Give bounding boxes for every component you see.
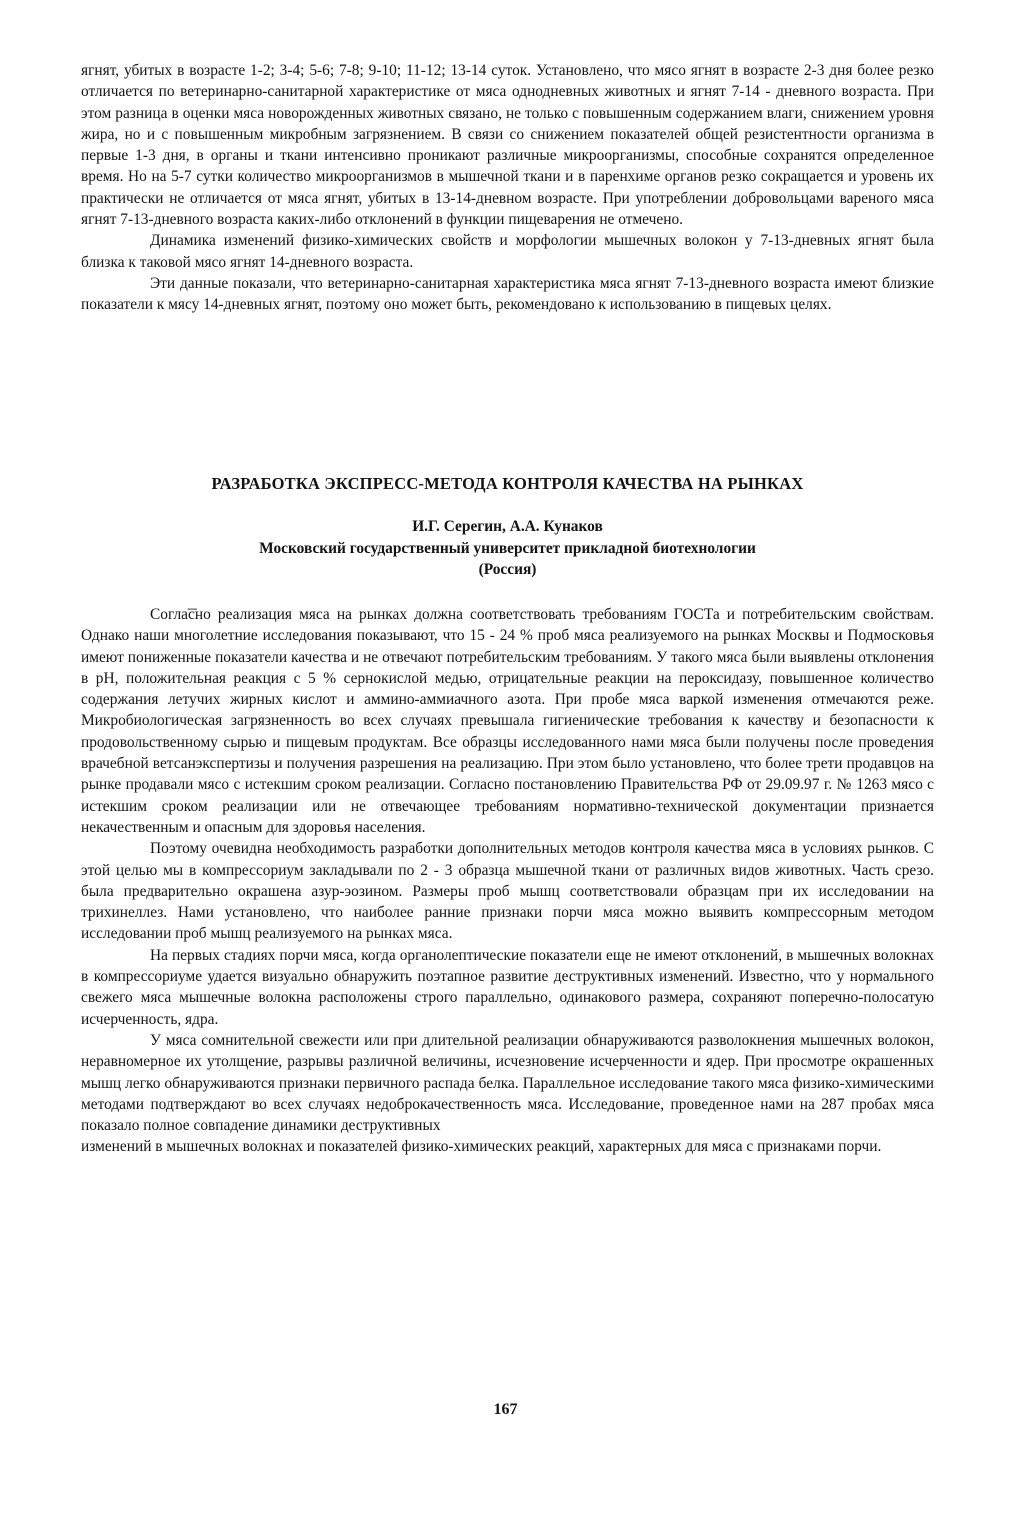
article-body (81, 604, 934, 1158)
continuation-paragraph-3: Эти данные показали, что ветеринарно-санитарная характеристика мяса ягнят 7-13-дневного возраста имеют близкие показатели к мясу 14-дневных ягнят, поэтому оно может быть, рекомендовано к использованию в пищевых целях. (81, 274, 934, 314)
article-affiliation: Московский государственный университет прикладной биотехнологии (259, 539, 756, 557)
previous-article-continuation (81, 60, 934, 316)
article-paragraph-3: На первых стадиях порчи мяса, когда органолептические показатели еще не имеют отклонений, в мышечных волокнах в компрессориуме удается визуально обнаружить поэтапное развитие деструктивных изменений. Известно, что у нормального свежего мяса мышечные волокна расположены строго параллельно, одинакового размера, сохраняют поперечно-полосатую исчерченность, ядра. (81, 946, 934, 1028)
article-byline (81, 516, 934, 581)
continuation-paragraph-1: ягнят, убитых в возрасте 1-2; 3-4; 5-6; 7-8; 9-10; 11-12; 13-14 суток. Установлено, что мясо ягнят в возрасте 2-3 дня более резко отличается по ветеринарно-санитарной характеристике от мяса однодневных животных и ягнят 7-14 - дневного возраста. При этом разница в оценки мяса новорожденных животных связано, не только с повышенным содержанием влаги, снижением уровня жира, но и с повышенным микробным загрязнением. В связи со снижением показателей общей резистентности организма в первые 1-3 дня, в органы и ткани интенсивно проникают различные микроорганизмы, способные сохранятся определенное время. Но на 5-7 сутки количество микроорганизмов в мышечной ткани и в паренхиме органов резко сокращается и уровень их практически не отличается от мяса ягнят, убитых в 13-14-дневном возрасте. При употреблении добровольцами вареного мяса ягнят 7-13-дневного возраста каких-либо отклонений в функции пищеварения не отмечено. (81, 62, 934, 229)
article-paragraph-5: изменений в мышечных волокнах и показателей физико-химических реакций, характерных для мяса с признаками порчи. (81, 1138, 882, 1156)
article-title: РАЗРАБОТКА ЭКСПРЕСС-МЕТОДА КОНТРОЛЯ КАЧЕСТВА НА РЫНКАХ (211, 474, 804, 493)
article-paragraph-1: Согла͞сно реализация мяса на рынках должна соответствовать требованиям ГОСТа и потребительским свойствам. Однако наши многолетние исследования показывают, что 15 - 24 % проб мяса реализуемого на рынках Москвы и Подмосковья имеют пониженные показатели качества и не отвечают потребительским требованиям. У такого мяса были выявлены отклонения в рН, положительная реакция с 5 % сернокислой медью, отрицательные реакции на пероксидазу, повышенное количество содержания летучих жирных кислот и аммино-аммиачного азота. При пробе мяса варкой изменения отмечаются реже. Микробиологическая загрязненность во всех случаях превышала гигиенические требования к качеству и безопасности к продовольственному сырью и пищевым продуктам. Все образцы исследованного нами мяса были получены после проведения врачебной ветсанэкспертизы и получения разрешения на реализацию. При этом было установлено, что более трети продавцов на рынке продавали мясо с истекшим сроком реализации. Согласно постановлению Правительства РФ от 29.09.97 г. № 1263 мясо с истекшим сроком реализации или не отвечающее требованиям нормативно-технической документации признается некачественным и опасным для здоровья населения. (81, 606, 934, 836)
page-number: 167 (493, 1401, 518, 1418)
article-paragraph-2: Поэтому очевидна необходимость разработки дополнительных методов контроля качества мяса в условиях рынков. С этой целью мы в компрессориум закладывали по 2 - 3 образца мышечной ткани от различных видов животных. Часть срезо. была предварительно окрашена азур-эозином. Размеры проб мышц соответствовали образцам при их исследовании на трихинеллез. Нами установлено, что наиболее ранние признаки порчи мяса можно выявить компрессорным методом исследовании проб мышц реализуемого на рынках мяса. (81, 840, 934, 943)
continuation-paragraph-2: Динамика изменений физико-химических свойств и морфологии мышечных волокон у 7-13-дневных ягнят была близка к таковой мясо ягнят 14-дневного возраста. (81, 232, 934, 271)
article-authors: И.Г. Серегин, А.А. Кунаков (412, 518, 603, 535)
article-paragraph-4: У мяса сомнительной свежести или при длительной реализации обнаруживаются разволокнения мышечных волокон, неравномерное их утолщение, разрывы различной величины, исчезновение исчерченности и ядер. При просмотре окрашенных мышц легко обнаруживаются признаки первичного распада белка. Параллельное исследование такого мяса физико-химическими методами подтверждают во всех случаях недоброкачественность мяса. Исследование, проведенное нами на 287 пробах мяса показало полное совпадение динамики деструктивных (81, 1031, 934, 1135)
article-country: (Россия) (478, 561, 537, 578)
